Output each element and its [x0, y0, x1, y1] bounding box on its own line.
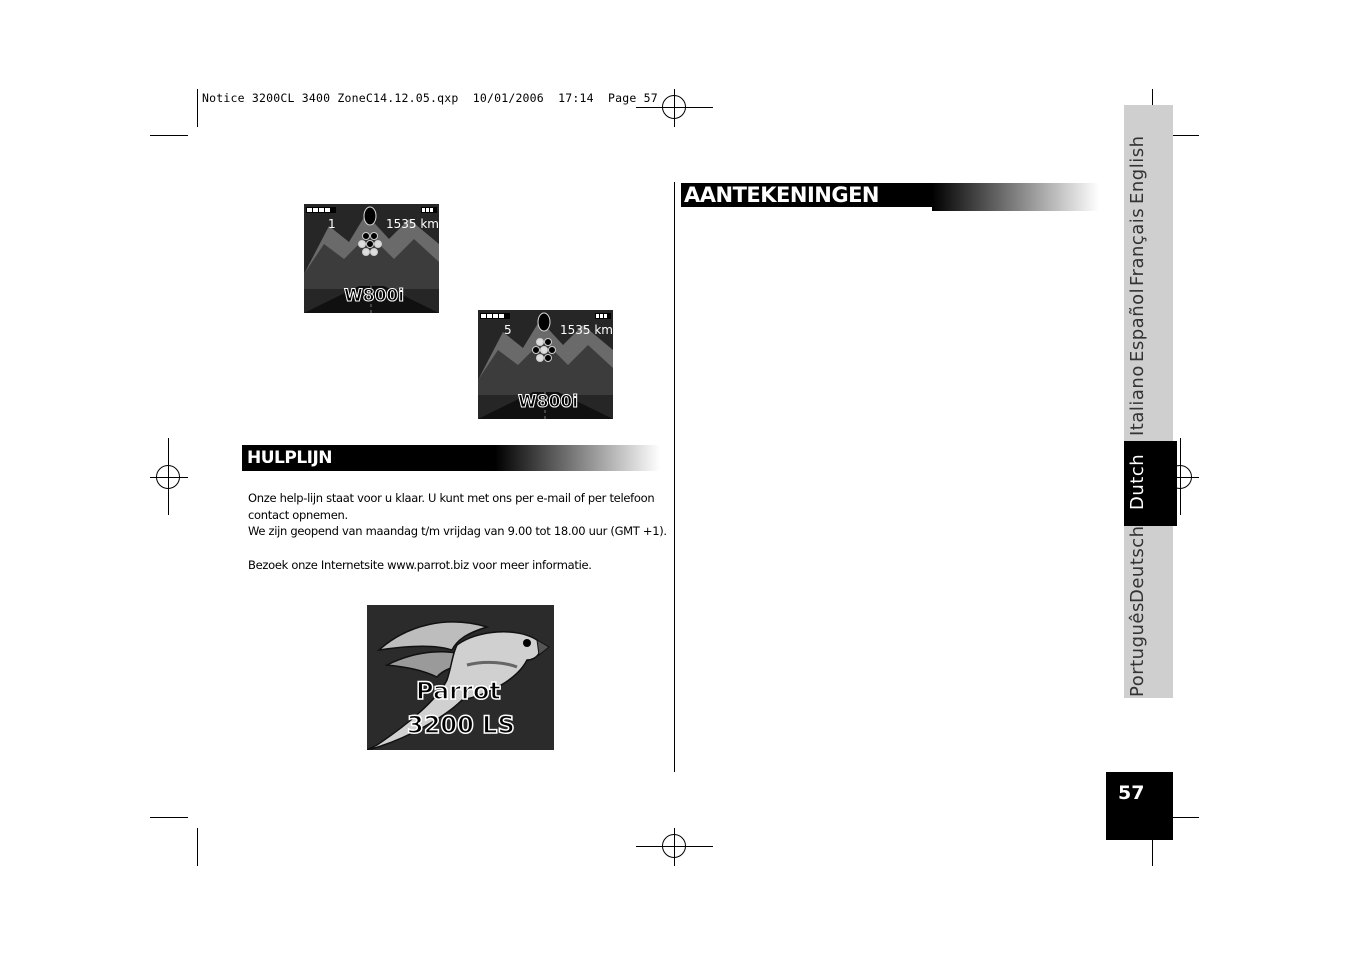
device-screen	[304, 204, 439, 313]
splash-model: 3200 LS	[407, 711, 515, 739]
registration-mark	[662, 95, 686, 119]
language-italiano: Italiano	[1127, 365, 1148, 436]
hulplijn-header	[242, 445, 660, 471]
hulplijn-paragraph: We zijn geopend van maandag t/m vrijdag van 9.00 tot 18.00 uur (GMT +1).	[248, 524, 667, 538]
language-english: English	[1127, 135, 1148, 204]
crop-mark	[197, 828, 198, 866]
device-code: W800i	[518, 392, 579, 412]
language-portugues: Português	[1127, 602, 1148, 697]
crop-mark	[150, 817, 188, 818]
crop-mark	[150, 135, 188, 136]
crop-mark	[197, 89, 198, 127]
page-number-box	[1106, 772, 1173, 840]
section-title: AANTEKENINGEN	[681, 183, 932, 207]
language-francais: Français	[1127, 207, 1148, 286]
registration-mark	[156, 465, 180, 489]
title-gradient	[932, 183, 1099, 211]
section-title: HULPLIJN	[242, 445, 495, 471]
hulplijn-paragraph: Bezoek onze Internetsite www.parrot.biz voor meer informatie.	[248, 558, 592, 572]
print-header: Notice 3200CL 3400 ZoneC14.12.05.qxp 10/01/2006 17:14 Page 57	[202, 91, 658, 105]
aantekeningen-header	[681, 183, 1099, 211]
language-dutch: Dutch	[1127, 453, 1148, 510]
parrot-splash-screen	[367, 605, 554, 750]
hulplijn-paragraph: Onze help-lijn staat voor u klaar. U kunt met ons per e-mail of per telefoon contact opnemen.	[248, 491, 655, 522]
distance-readout: 1535 km	[386, 217, 439, 231]
registration-mark	[662, 834, 686, 858]
language-deutsch: Deutsch	[1127, 525, 1148, 603]
distance-readout: 1535 km	[560, 323, 613, 337]
splash-brand: Parrot	[416, 677, 501, 705]
satellite-count: 5	[504, 323, 512, 337]
device-code: W800i	[344, 286, 405, 306]
satellite-count: 1	[328, 217, 336, 231]
page-number: 57	[1118, 782, 1145, 804]
device-screen	[478, 310, 613, 419]
column-divider	[674, 182, 675, 772]
language-espanol: Español	[1127, 287, 1148, 362]
title-gradient	[495, 445, 660, 471]
